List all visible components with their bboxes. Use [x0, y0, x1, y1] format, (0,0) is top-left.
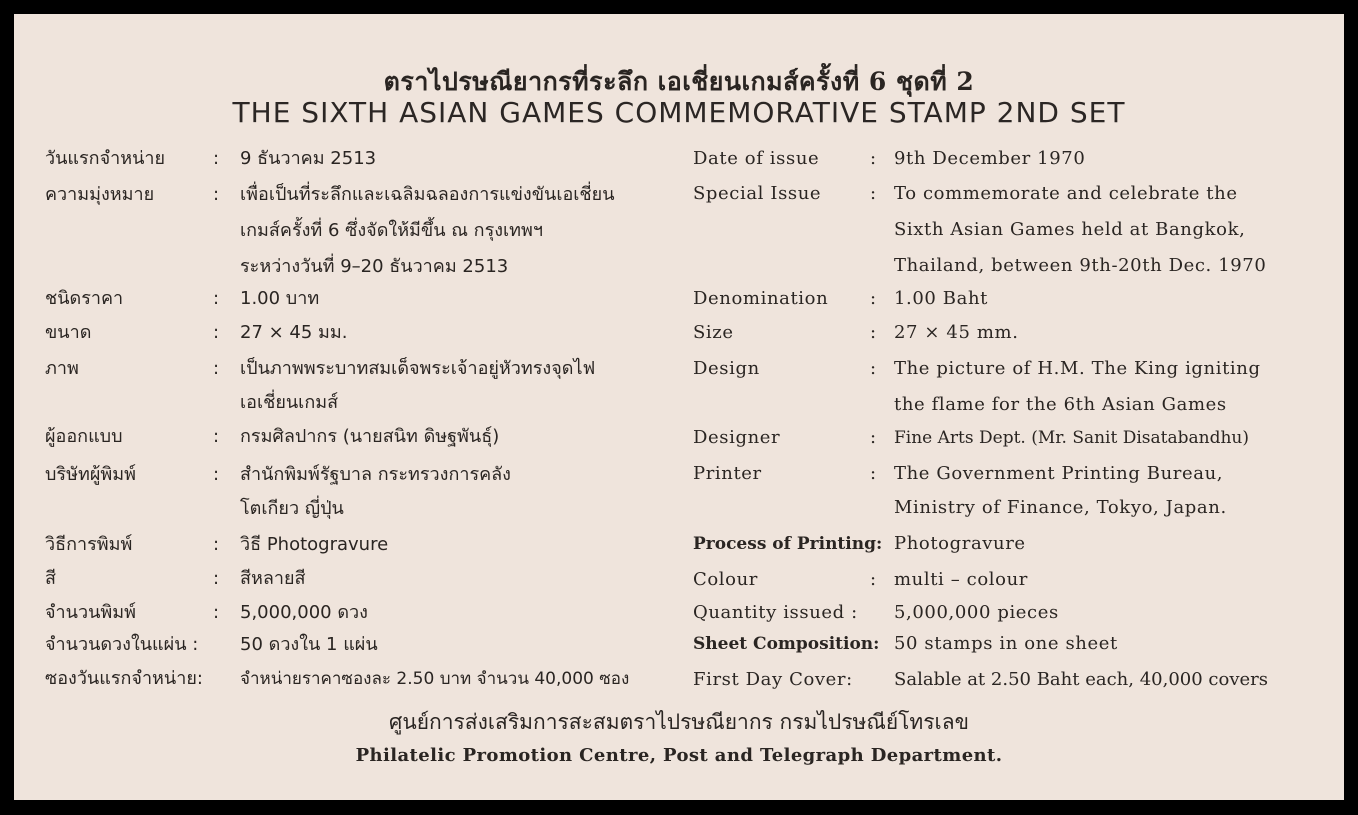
th-fdc-label: ซองวันแรกจำหน่าย:	[45, 668, 203, 689]
th-design-value-1: เป็นภาพพระบาทสมเด็จพระเจ้าอยู่หัวทรงจุดไฟ	[240, 358, 596, 379]
th-colon: :	[213, 288, 220, 309]
en-design-value-1: The picture of H.M. The King igniting	[894, 358, 1261, 379]
th-colour-label: สี	[45, 568, 56, 589]
en-colon: :	[870, 183, 877, 204]
th-designer-label: ผู้ออกแบบ	[45, 426, 123, 447]
en-printer-value-2: Ministry of Finance, Tokyo, Japan.	[894, 497, 1227, 518]
th-purpose-label: ความมุ่งหมาย	[45, 184, 155, 205]
footer-thai: ศูนย์การส่งเสริมการสะสมตราไปรษณียากร กรมไปรษณีย์โทรเลข	[389, 710, 969, 734]
en-fdc-value: Salable at 2.50 Baht each, 40,000 covers	[894, 669, 1268, 690]
en-designer-label: Designer	[693, 427, 781, 448]
en-colon: :	[870, 569, 877, 590]
en-quantity-label: Quantity issued :	[693, 602, 858, 623]
en-process-value: Photogravure	[894, 533, 1026, 554]
en-special-value-1: To commemorate and celebrate the	[894, 183, 1238, 204]
en-designer-value: Fine Arts Dept. (Mr. Sanit Disatabandhu)	[894, 428, 1249, 448]
th-purpose-value-3: ระหว่างวันที่ 9–20 ธันวาคม 2513	[240, 256, 509, 277]
en-quantity-value: 5,000,000 pieces	[894, 602, 1059, 623]
th-colon: :	[213, 568, 220, 589]
en-denomination-value: 1.00 Baht	[894, 288, 988, 309]
en-design-value-2: the flame for the 6th Asian Games	[894, 394, 1227, 415]
en-colon: :	[870, 148, 877, 169]
title-english: THE SIXTH ASIAN GAMES COMMEMORATIVE STAMP 2ND SET	[232, 96, 1126, 129]
en-sheet-label: Sheet Composition:	[693, 634, 880, 654]
th-size-value: 27 × 45 มม.	[240, 322, 348, 343]
th-colon: :	[213, 602, 220, 623]
th-designer-value: กรมศิลปากร (นายสนิท ดิษฐพันธุ์)	[240, 426, 500, 447]
en-printer-label: Printer	[693, 463, 762, 484]
th-colon: :	[213, 464, 220, 485]
th-printer-label: บริษัทผู้พิมพ์	[45, 464, 136, 485]
en-denomination-label: Denomination	[693, 288, 829, 309]
th-process-label: วิธีการพิมพ์	[45, 534, 133, 555]
en-date-value: 9th December 1970	[894, 148, 1086, 169]
en-date-label: Date of issue	[693, 148, 820, 169]
th-printer-value-2: โตเกียว ญี่ปุ่น	[240, 498, 344, 519]
en-special-value-3: Thailand, between 9th-20th Dec. 1970	[894, 255, 1267, 276]
th-sheet-label: จำนวนดวงในแผ่น :	[45, 634, 199, 655]
th-denomination-value: 1.00 บาท	[240, 288, 320, 309]
th-quantity-value: 5,000,000 ดวง	[240, 602, 368, 623]
en-size-label: Size	[693, 322, 734, 343]
en-process-label: Process of Printing:	[693, 534, 883, 554]
th-design-value-2: เอเชี่ยนเกมส์	[240, 392, 339, 413]
en-printer-value-1: The Government Printing Bureau,	[894, 463, 1224, 484]
title-thai: ตราไปรษณียากรที่ระลึก เอเชี่ยนเกมส์ครั้งที่ 6 ชุดที่ 2	[383, 67, 975, 96]
th-colon: :	[213, 184, 220, 205]
th-size-label: ขนาด	[45, 322, 92, 343]
en-colon: :	[870, 463, 877, 484]
en-colon: :	[870, 358, 877, 379]
th-colour-value: สีหลายสี	[240, 568, 306, 589]
th-denomination-label: ชนิดราคา	[45, 288, 124, 309]
en-colour-value: multi – colour	[894, 569, 1028, 590]
th-design-label: ภาพ	[45, 358, 79, 379]
en-colon: :	[870, 288, 877, 309]
th-date-label: วันแรกจำหน่าย	[45, 148, 166, 169]
en-special-value-2: Sixth Asian Games held at Bangkok,	[894, 219, 1246, 240]
stamp-info-card	[14, 14, 1344, 800]
th-colon: :	[213, 426, 220, 447]
en-colon: :	[870, 322, 877, 343]
en-design-label: Design	[693, 358, 760, 379]
en-colour-label: Colour	[693, 569, 759, 590]
en-colon: :	[870, 427, 877, 448]
th-colon: :	[213, 322, 220, 343]
en-fdc-label: First Day Cover:	[693, 669, 853, 690]
th-printer-value-1: สำนักพิมพ์รัฐบาล กระทรวงการคลัง	[240, 464, 511, 485]
footer-english: Philatelic Promotion Centre, Post and Telegraph Department.	[355, 745, 1003, 766]
th-colon: :	[213, 358, 220, 379]
th-purpose-value-2: เกมส์ครั้งที่ 6 ซึ่งจัดให้มีขึ้น ณ กรุงเทพฯ	[240, 220, 544, 241]
th-sheet-value: 50 ดวงใน 1 แผ่น	[240, 634, 378, 655]
th-colon: :	[213, 148, 220, 169]
th-fdc-value: จำหน่ายราคาซองละ 2.50 บาท จำนวน 40,000 ซอง	[240, 669, 630, 689]
en-special-label: Special Issue	[693, 183, 822, 204]
th-quantity-label: จำนวนพิมพ์	[45, 602, 136, 623]
th-purpose-value-1: เพื่อเป็นที่ระลึกและเฉลิมฉลองการแข่งขันเอเชี่ยน	[240, 184, 615, 205]
th-process-value: วิธี Photogravure	[240, 534, 389, 555]
en-sheet-value: 50 stamps in one sheet	[894, 633, 1118, 654]
th-colon: :	[213, 534, 220, 555]
th-date-value: 9 ธันวาคม 2513	[240, 148, 377, 169]
en-size-value: 27 × 45 mm.	[894, 322, 1019, 343]
